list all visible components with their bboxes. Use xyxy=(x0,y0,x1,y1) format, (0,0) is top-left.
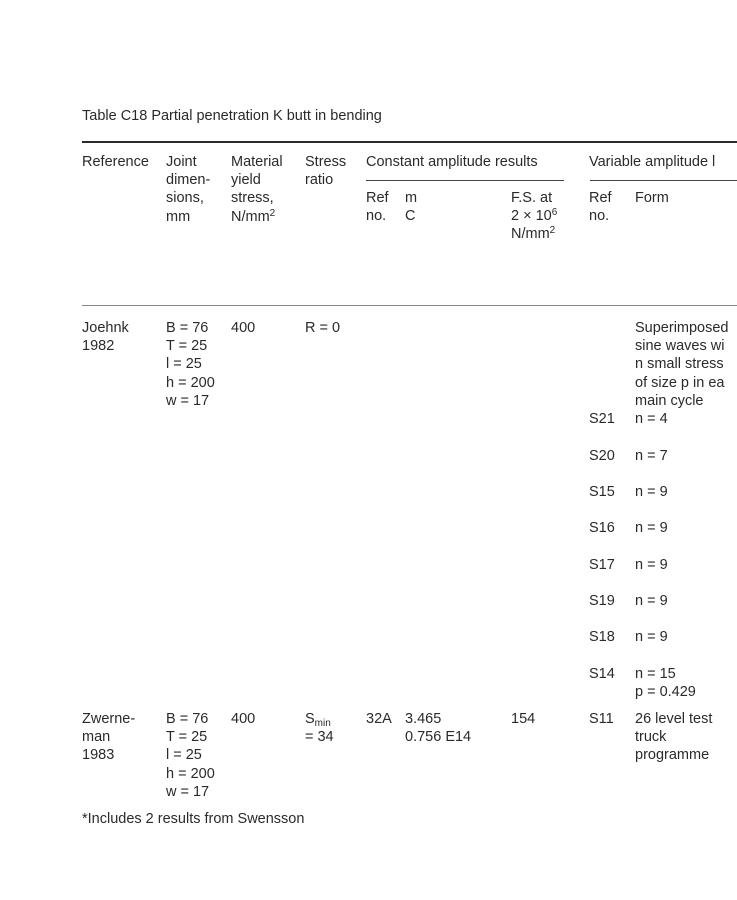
top-rule xyxy=(82,141,737,143)
test-ref: S15 xyxy=(589,484,615,500)
test-form: n = 7 xyxy=(635,448,668,464)
zwerneman-reference: Zwerne- man 1983 xyxy=(82,711,136,764)
variable-span-rule xyxy=(590,180,737,181)
test-form: n = 4 xyxy=(635,411,668,427)
header-fs: F.S. at $2 \times 10^6$ $N/mm^2$ xyxy=(511,190,558,243)
test-form: n = 9 xyxy=(635,557,668,573)
joehnk-reference: Joehnk 1982 xyxy=(82,320,129,355)
joehnk-stress-ratio: R = 0 xyxy=(305,320,341,336)
test-form: n = 15 p = 0.429 xyxy=(635,666,696,701)
zwerneman-m-c: 3.465 0.756 E14 xyxy=(405,711,472,746)
zwerneman-form: 26 level test truck programme xyxy=(635,711,713,764)
joehnk-material: 400 xyxy=(231,320,256,336)
joehnk-form-description: Superimposed sine waves wi n small stress of size p in ea main cycle xyxy=(635,320,729,409)
zwerneman-material: 400 xyxy=(231,711,256,727)
table-title: Table C18 Partial penetration K butt in bending xyxy=(82,108,382,124)
header-body-rule xyxy=(82,305,737,306)
test-ref: S21 xyxy=(589,411,615,427)
test-ref: S18 xyxy=(589,629,615,645)
footnote: *Includes 2 results from Swensson xyxy=(82,811,305,827)
joehnk-joint: B = 76 T = 25 l = 25 h = 200 w = 17 xyxy=(166,320,215,409)
zwerneman-ref-no: 32A xyxy=(366,711,392,727)
test-ref: S20 xyxy=(589,448,615,464)
header-joint: Joint dimen- sions, mm xyxy=(166,154,211,225)
header-reference: Reference xyxy=(82,154,149,170)
test-ref: S17 xyxy=(589,557,615,573)
header-stress-ratio: Stress ratio xyxy=(305,154,347,189)
header-m-c: m C xyxy=(405,190,418,225)
constant-span-rule xyxy=(366,180,564,181)
header-variable-amplitude: Variable amplitude l xyxy=(589,154,716,170)
test-ref: S14 xyxy=(589,666,615,682)
test-form: n = 9 xyxy=(635,629,668,645)
header-form: Form xyxy=(635,190,669,206)
zwerneman-joint: B = 76 T = 25 l = 25 h = 200 w = 17 xyxy=(166,711,215,800)
header-var-ref-no: Ref no. xyxy=(589,190,612,225)
test-ref: S19 xyxy=(589,593,615,609)
test-form: n = 9 xyxy=(635,593,668,609)
test-form: n = 9 xyxy=(635,484,668,500)
zwerneman-stress: $S_{min}$ = 34 xyxy=(305,711,334,746)
zwerneman-var-ref: S11 xyxy=(589,711,614,727)
test-ref: S16 xyxy=(589,520,615,536)
header-ref-no: Ref no. xyxy=(366,190,389,225)
header-constant-amplitude: Constant amplitude results xyxy=(366,154,538,170)
header-material: Material yield stress, $N/mm^2$ xyxy=(231,154,283,225)
zwerneman-fs: 154 xyxy=(511,711,536,727)
test-form: n = 9 xyxy=(635,520,668,536)
